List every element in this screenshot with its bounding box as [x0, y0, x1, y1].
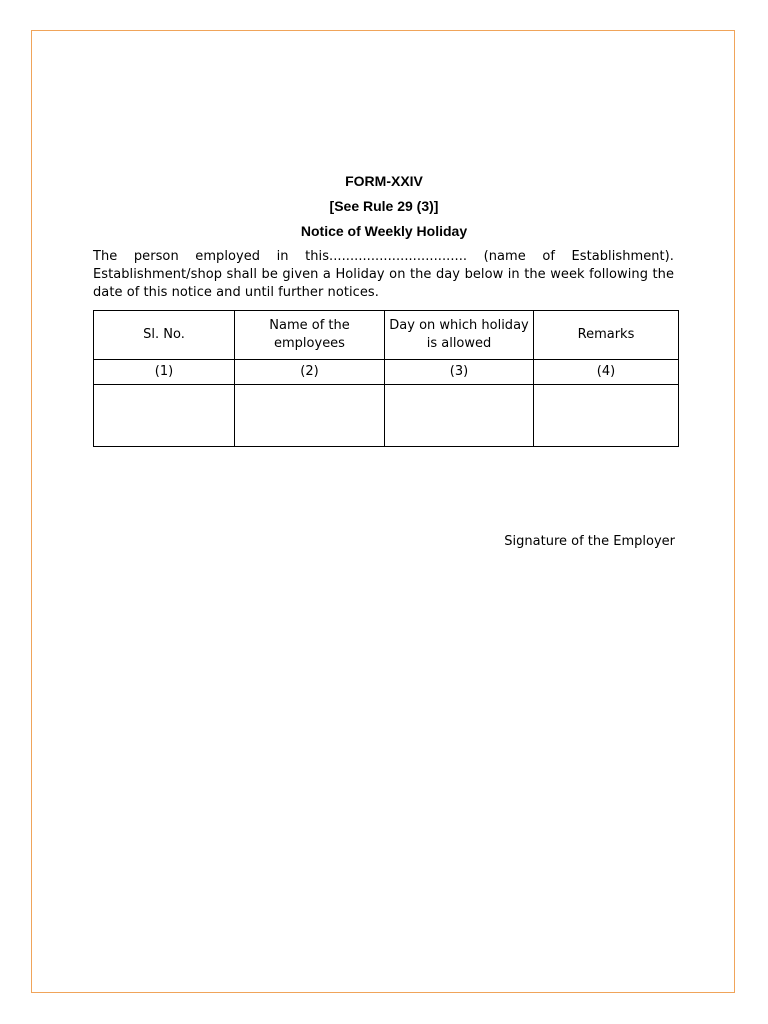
column-number: (1) — [94, 360, 235, 385]
header-sl-no: Sl. No. — [94, 311, 235, 360]
rule-reference: [See Rule 29 (3)] — [329, 198, 439, 214]
form-title: FORM-XXIV — [345, 173, 423, 189]
column-number: (3) — [385, 360, 534, 385]
column-number-row — [94, 360, 679, 385]
intro-paragraph — [93, 248, 674, 302]
header-holiday-day: Day on which holiday is allowed — [385, 311, 534, 360]
table-cell — [94, 385, 235, 447]
table-row — [94, 385, 679, 447]
intro-line: The person employed in this................................. (name of Establishment). — [93, 249, 674, 264]
header-remarks: Remarks — [534, 311, 679, 360]
intro-line: Establishment/shop shall be given a Holiday on the day below in the week following the — [93, 267, 674, 282]
notice-title: Notice of Weekly Holiday — [300, 223, 468, 239]
table-cell — [385, 385, 534, 447]
signature-label: Signature of the Employer — [504, 534, 675, 549]
table-cell — [534, 385, 679, 447]
table-cell — [235, 385, 385, 447]
column-number: (4) — [534, 360, 679, 385]
table-header-row — [94, 311, 679, 360]
intro-line: date of this notice and until further notices. — [93, 285, 379, 300]
column-number: (2) — [235, 360, 385, 385]
holiday-table — [93, 310, 679, 447]
header-employee-name: Name of the employees — [235, 311, 385, 360]
